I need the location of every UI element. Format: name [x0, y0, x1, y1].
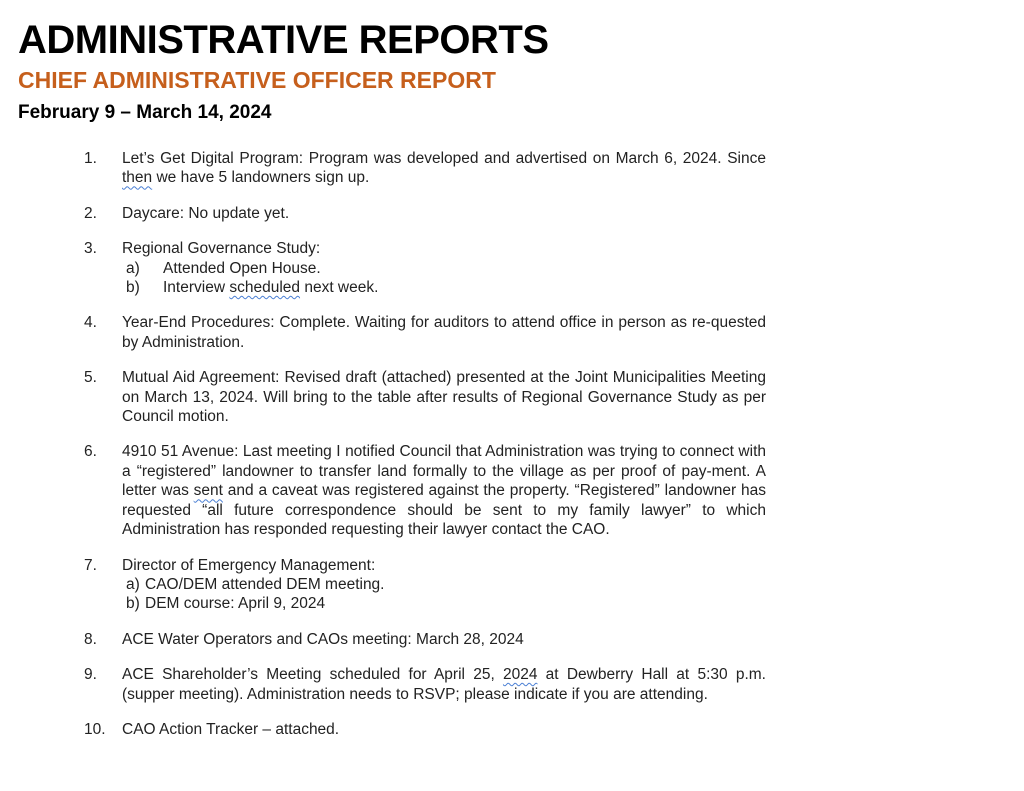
sub-item-label: a) [126, 575, 140, 593]
sub-item [122, 278, 766, 297]
sub-item-label: b) [126, 279, 140, 297]
sub-item-text: DEM course: April 9, 2024 [145, 595, 326, 613]
report-item-1 [84, 149, 766, 188]
report-item-6 [84, 442, 766, 539]
item-number: 4. [84, 314, 97, 332]
item-text: ACE Water Operators and CAOs meeting: March 28, 2024 [122, 630, 524, 648]
item-text: Let’s Get Digital Program: Program was developed and advertised on March 6, 2024. Since then we have 5 landowners sign up. [122, 150, 766, 187]
report-item-8 [84, 630, 766, 649]
item-text: Regional Governance Study: [122, 240, 321, 258]
sub-item [122, 575, 766, 594]
sub-item-text: Interview scheduled next week. [163, 279, 379, 297]
report-item-4 [84, 313, 766, 352]
item-number: 8. [84, 630, 97, 648]
item-text: Year-End Procedures: Complete. Waiting for auditors to attend office in person as re-quested by Administration. [122, 314, 766, 351]
spellcheck-underline: sent [193, 482, 223, 500]
item-text: Director of Emergency Management: [122, 556, 376, 574]
spellcheck-underline: 2024 [502, 666, 538, 684]
item-text: Daycare: No update yet. [122, 204, 290, 222]
item-number: 6. [84, 443, 97, 461]
item-number: 10. [84, 720, 106, 738]
report-item-7 [84, 556, 766, 614]
report-date-range: February 9 – March 14, 2024 [18, 102, 272, 123]
report-items-list [84, 149, 766, 739]
sub-item-label: b) [126, 595, 140, 613]
sub-item [122, 594, 766, 613]
item-number: 7. [84, 556, 97, 574]
item-number: 5. [84, 369, 97, 387]
item-text: Mutual Aid Agreement: Revised draft (attached) presented at the Joint Municipalities Meeting on March 13, 2024. Will bring to the table after results of Regional Governance Study as per Council motion. [122, 369, 766, 426]
item-number: 1. [84, 150, 97, 167]
page-subtitle: CHIEF ADMINISTRATIVE OFFICER REPORT [18, 67, 496, 93]
sub-item-label: a) [126, 259, 140, 277]
item-text: CAO Action Tracker – attached. [122, 720, 340, 738]
page-title: ADMINISTRATIVE REPORTS [18, 18, 549, 62]
report-item-9 [84, 665, 766, 704]
report-item-3 [84, 239, 766, 297]
item-text: ACE Shareholder’s Meeting scheduled for April 25, 2024 at Dewberry Hall at 5:30 p.m. (supper meeting). Administration needs to RSVP; please indicate if you are attending. [122, 666, 766, 703]
sub-item [122, 259, 766, 278]
spellcheck-underline: scheduled [229, 279, 301, 297]
sub-item-text: Attended Open House. [163, 259, 321, 277]
report-item-10 [84, 720, 766, 739]
report-item-5 [84, 368, 766, 426]
report-item-2 [84, 204, 766, 223]
spellcheck-underline: then [122, 169, 153, 187]
item-number: 3. [84, 240, 97, 258]
item-number: 2. [84, 204, 97, 222]
item-text: 4910 51 Avenue: Last meeting I notified Council that Administration was trying to connect with a “registered” landowner to transfer land formally to the village as per proof of pay-ment. A letter was sent and a caveat was registered against the property. “Registered” landowner has requested “all future correspondence should be sent to my family lawyer” to which Administration has responded requesting their lawyer contact the CAO. [122, 443, 766, 539]
sub-item-text: CAO/DEM attended DEM meeting. [145, 575, 385, 593]
item-number: 9. [84, 666, 97, 684]
